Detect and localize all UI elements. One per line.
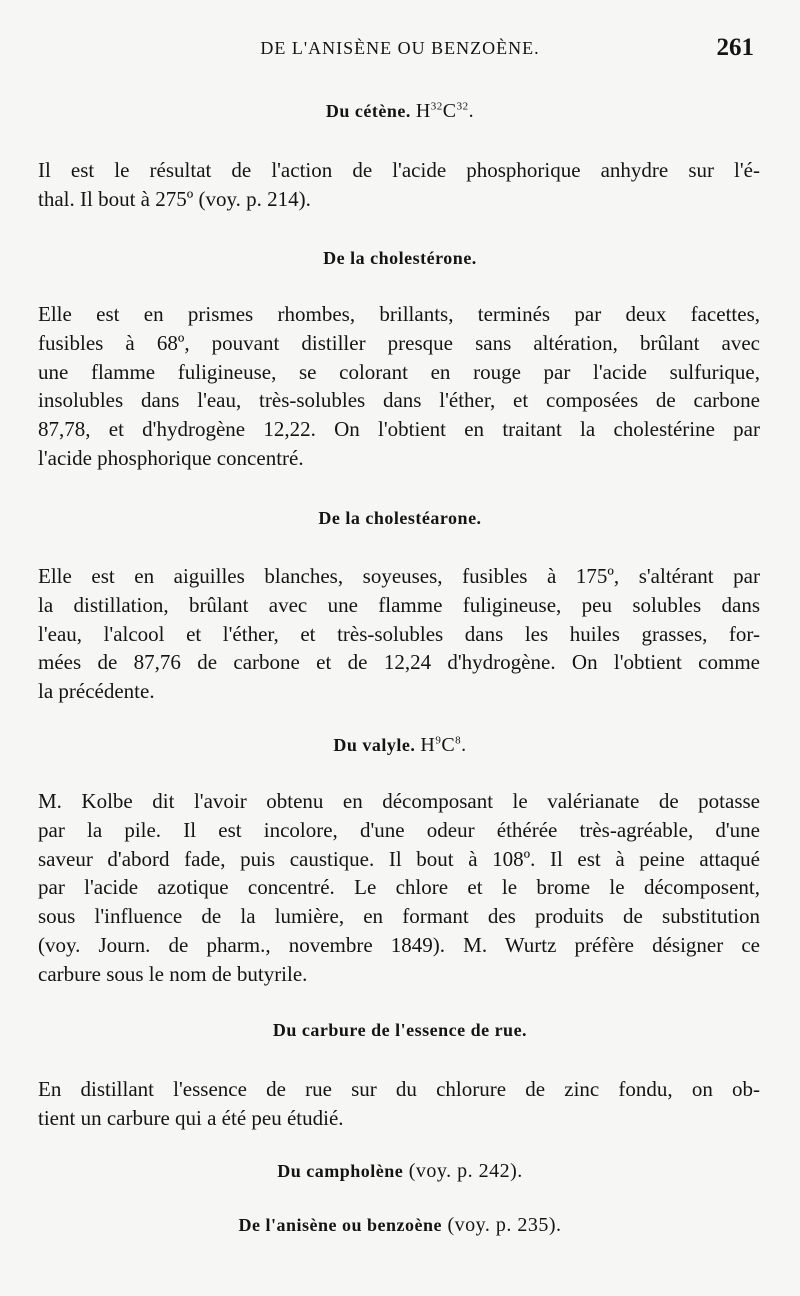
heading-text: De l'anisène ou benzoène	[238, 1215, 442, 1235]
chemical-formula: $H^9C^8$.	[420, 734, 467, 756]
paragraph-cholesterone	[38, 300, 760, 473]
text-line: (voy. Journ. de pharm., novembre 1849). M. Wurtz préfère désigner ce	[38, 932, 760, 957]
text-line: Elle est en aiguilles blanches, soyeuses, fusibles à 175º, s'altérant par	[38, 564, 760, 588]
page-number: 261	[716, 34, 754, 61]
section-heading-cholesterone: De la cholestérone.	[323, 248, 477, 268]
section-heading-cetene	[0, 100, 800, 123]
text-line: la distillation, brûlant avec une flamme fuligineuse, peu solubles dans	[38, 592, 760, 617]
text-line: insolubles dans l'eau, très-solubles dans l'éther, et composées de carbone	[38, 388, 760, 413]
cross-reference: (voy. p. 242).	[403, 1160, 523, 1182]
text-line: tient un carbure qui a été peu étudié.	[38, 1105, 344, 1130]
paragraph-cetene	[38, 156, 760, 214]
heading-text: Du valyle.	[333, 735, 416, 755]
section-heading-anisene	[0, 1214, 800, 1237]
page-header	[36, 34, 764, 68]
text-line: l'eau, l'alcool et l'éther, et très-solubles dans les huiles grasses, for-	[38, 621, 760, 646]
section-heading-valyle	[0, 734, 800, 757]
text-line: sous l'influence de la lumière, en formant des produits de substitution	[38, 904, 760, 929]
text-line: 87,78, et d'hydrogène 12,22. On l'obtient en traitant la cholestérine par	[38, 417, 760, 442]
heading-text: Du cétène.	[325, 101, 411, 121]
text-line: mées de 87,76 de carbone et de 12,24 d'hydrogène. On l'obtient comme	[38, 650, 760, 675]
text-line: En distillant l'essence de rue sur du chlorure de zinc fondu, on ob-	[38, 1077, 760, 1101]
running-title: DE L'ANISÈNE OU BENZOÈNE.	[260, 38, 540, 58]
text-line: thal. Il bout à 275º (voy. p. 214).	[38, 186, 311, 211]
text-line: carbure sous le nom de butyrile.	[38, 961, 308, 986]
section-heading-cholestearone: De la cholestéarone.	[318, 508, 482, 528]
section-heading-essence-de-rue: Du carbure de l'essence de rue.	[272, 1020, 528, 1040]
paragraph-essence-de-rue	[38, 1075, 760, 1133]
text-line: Il est le résultat de l'action de l'acide phosphorique anhydre sur l'é-	[38, 158, 760, 182]
text-line: une flamme fuligineuse, se colorant en rouge par l'acide sulfurique,	[38, 359, 760, 384]
heading-text: Du campholène	[277, 1161, 404, 1181]
paragraph-valyle	[38, 787, 760, 989]
text-line: M. Kolbe dit l'avoir obtenu en décomposant le valérianate de potasse	[38, 789, 760, 813]
text-line: Elle est en prismes rhombes, brillants, terminés par deux facettes,	[38, 302, 760, 326]
text-line: la précédente.	[38, 679, 155, 704]
section-heading-campholene	[0, 1160, 800, 1183]
text-line: par la pile. Il est incolore, d'une odeur éthérée très-agréable, d'une	[38, 817, 760, 842]
chemical-formula: $H^{32}C^{32}$.	[415, 100, 475, 122]
cross-reference: (voy. p. 235).	[441, 1214, 562, 1236]
text-line: l'acide phosphorique concentré.	[38, 445, 304, 470]
text-line: par l'acide azotique concentré. Le chlore et le brome le décomposent,	[38, 875, 760, 900]
text-line: fusibles à 68º, pouvant distiller presque sans altération, brûlant avec	[38, 330, 760, 355]
paragraph-cholestearone	[38, 562, 760, 706]
text-line: saveur d'abord fade, puis caustique. Il bout à 108º. Il est à peine attaqué	[38, 846, 760, 871]
